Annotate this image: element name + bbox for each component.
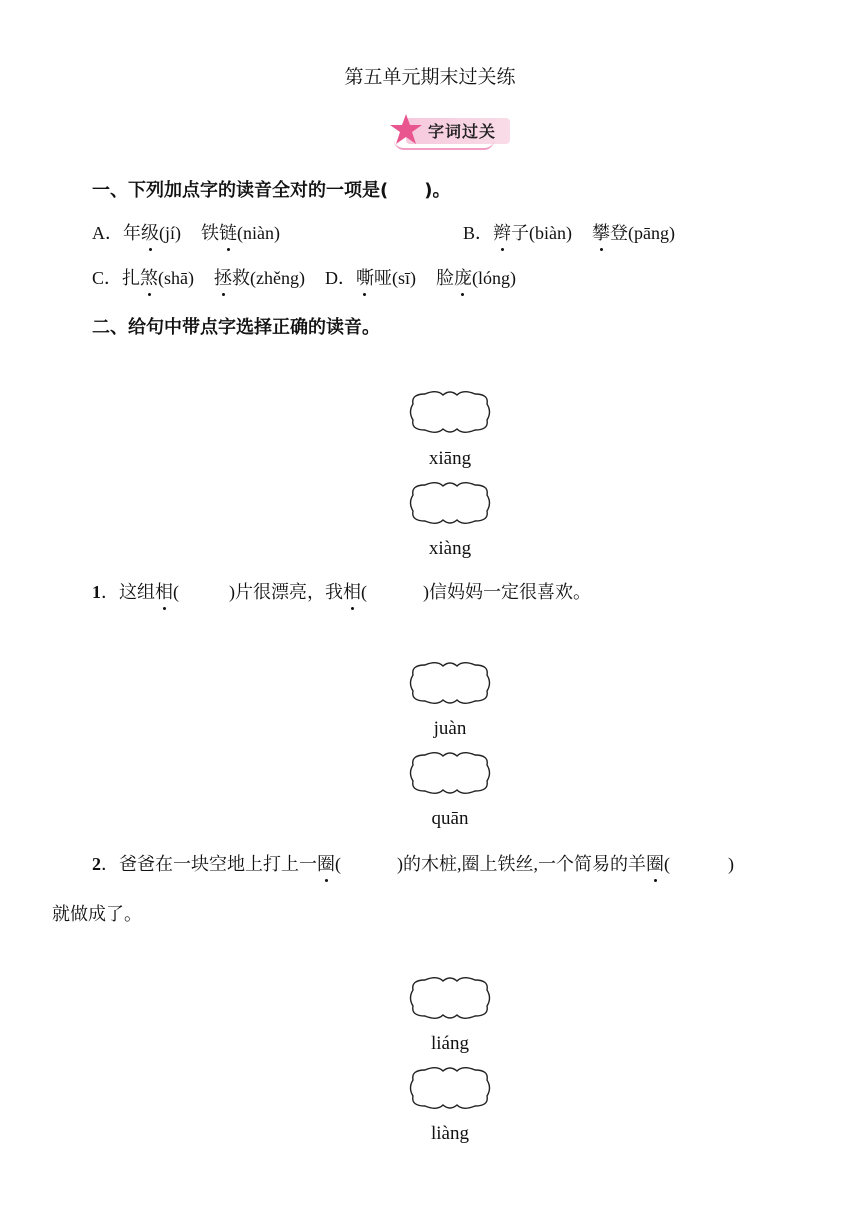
question-2-stem: 二、给句中带点字选择正确的读音。: [92, 317, 380, 338]
dotted-char: 相: [155, 578, 173, 604]
answer-cloud-box[interactable]: [409, 1066, 491, 1110]
question-1-stem: 一、下列加点字的读音全对的一项是( )。: [92, 180, 451, 201]
option-c-d: C．扎煞(shā) 拯救(zhěng) D．嘶哑(sī) 脸庞(lóng): [92, 264, 516, 290]
dotted-char: 攀: [592, 219, 610, 245]
banner-label: 字词过关: [428, 122, 497, 141]
pinyin-option: liàng: [431, 1123, 469, 1144]
sentence-2-continued: 就做成了。: [52, 904, 142, 924]
pinyin-option: xiàng: [428, 538, 472, 559]
pinyin-option: juàn: [433, 718, 467, 739]
answer-cloud-box[interactable]: [409, 390, 491, 434]
dotted-char: 嘶: [356, 264, 374, 290]
option-a: A．年级(jí) 铁链(niàn): [92, 219, 280, 245]
pinyin-option: quān: [431, 808, 469, 829]
dotted-char: 辫: [493, 219, 511, 245]
dotted-char: 圈: [646, 850, 664, 876]
pinyin-option: xiāng: [428, 448, 472, 469]
dotted-char: 链: [219, 219, 237, 245]
page-title: 第五单元期末过关练: [344, 67, 516, 88]
section-banner: [388, 112, 512, 152]
answer-cloud-box[interactable]: [409, 481, 491, 525]
option-b: B．辫子(biàn) 攀登(pāng): [463, 219, 675, 245]
pinyin-option: liáng: [431, 1033, 469, 1054]
dotted-char: 相: [343, 578, 361, 604]
star-icon: [388, 112, 424, 148]
answer-cloud-box[interactable]: [409, 751, 491, 795]
dotted-char: 圈: [317, 850, 335, 876]
answer-cloud-box[interactable]: [409, 661, 491, 705]
answer-cloud-box[interactable]: [409, 976, 491, 1020]
dotted-char: 拯: [214, 264, 232, 290]
dotted-char: 级: [141, 219, 159, 245]
dotted-char: 庞: [454, 264, 472, 290]
sentence-1: 1．这组相( )片很漂亮，我相( )信妈妈一定很喜欢。: [92, 578, 591, 604]
sentence-2: 2．爸爸在一块空地上打上一圈( )的木桩,圈上铁丝,一个简易的羊圈( ): [92, 850, 734, 876]
dotted-char: 煞: [140, 264, 158, 290]
